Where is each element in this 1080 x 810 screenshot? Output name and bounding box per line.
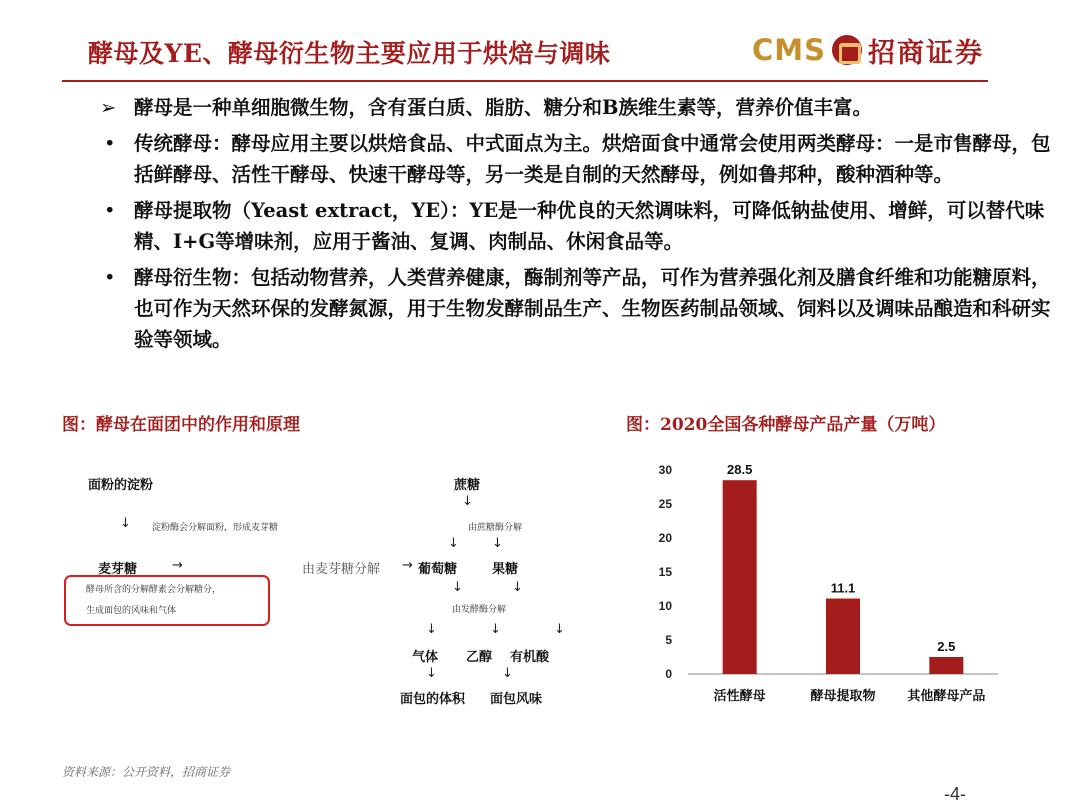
node-fructose: 果糖 bbox=[492, 562, 519, 577]
arrow-down-icon: ↓ bbox=[492, 536, 503, 551]
chart-title: 图：2020全国各种酵母产品产量（万吨） bbox=[626, 415, 946, 435]
bar-value-label: 28.5 bbox=[727, 462, 753, 478]
node-gas: 气体 bbox=[412, 650, 439, 665]
y-tick-label: 10 bbox=[658, 599, 672, 613]
dot-bullet-icon: • bbox=[104, 199, 116, 222]
arrow-down-icon: ↓ bbox=[452, 580, 463, 595]
company-logo bbox=[752, 30, 984, 70]
x-category-label: 其他酵母产品 bbox=[907, 689, 986, 704]
bullet-text: 酵母衍生物：包括动物营养，人类营养健康，酶制剂等产品，可作为营养强化剂及膳食纤维和功能糖原料，也可作为天然环保的发酵氮源，用于生物发酵制品生产、生物医药制品领域、饲料以及调味品酿造和科研实验等领域。 bbox=[134, 266, 1051, 351]
dot-bullet-icon: • bbox=[104, 266, 116, 289]
arrow-right-icon: → bbox=[402, 558, 413, 573]
bullet-item bbox=[100, 128, 1060, 190]
y-tick-label: 30 bbox=[658, 463, 672, 477]
note-sucrase: 由蔗糖酶分解 bbox=[468, 523, 523, 533]
bullet-text: 酵母是一种单细胞微生物，含有蛋白质、脂肪、糖分和B族维生素等，营养价值丰富。 bbox=[134, 96, 872, 119]
bullet-item bbox=[100, 92, 1060, 123]
logo-chinese-text: 招商证券 bbox=[868, 37, 985, 69]
yeast-dough-diagram bbox=[62, 460, 582, 720]
y-tick-label: 15 bbox=[658, 565, 672, 579]
node-maltose: 麦芽糖 bbox=[98, 562, 138, 577]
x-category-label: 活性酵母 bbox=[713, 689, 766, 704]
bullet-item bbox=[100, 195, 1060, 257]
node-glucose: 葡萄糖 bbox=[418, 562, 458, 577]
node-organic-acid: 有机酸 bbox=[510, 650, 550, 665]
logo-cms-text: CMS bbox=[752, 33, 827, 67]
arrow-down-icon: ↓ bbox=[512, 580, 523, 595]
page-title: 酵母及YE、酵母衍生物主要应用于烘焙与调味 bbox=[88, 39, 611, 68]
arrow-bullet-icon: ➢ bbox=[100, 96, 117, 119]
arrow-down-icon: ↓ bbox=[448, 536, 459, 551]
note-ferment: 由发酵酶分解 bbox=[452, 605, 507, 615]
bullet-text: 酵母提取物（Yeast extract，YE）：YE是一种优良的天然调味料，可降低钠盐使用、增鲜，可以替代味精、I+G等增味剂，应用于酱油、复调、肉制品、休闲食品等。 bbox=[134, 199, 1045, 253]
arrow-down-icon: ↓ bbox=[490, 622, 501, 637]
bar bbox=[826, 599, 860, 674]
bullet-list bbox=[100, 92, 1060, 360]
bar bbox=[723, 480, 757, 674]
logo-emblem-icon bbox=[832, 35, 862, 65]
title-divider bbox=[62, 80, 988, 82]
node-flour-starch: 面粉的淀粉 bbox=[88, 478, 154, 493]
note-yeast-enzyme-line2: 生成面包的风味和气体 bbox=[86, 606, 177, 616]
arrow-right-icon: → bbox=[172, 558, 183, 573]
node-bread-flavor: 面包风味 bbox=[490, 692, 543, 707]
y-tick-label: 0 bbox=[665, 667, 672, 681]
node-ethanol: 乙醇 bbox=[466, 650, 493, 665]
y-tick-label: 20 bbox=[658, 531, 672, 545]
source-note: 资料来源：公开资料，招商证券 bbox=[62, 765, 231, 779]
x-category-label: 酵母提取物 bbox=[810, 689, 876, 704]
bar-chart-svg bbox=[626, 450, 1026, 720]
arrow-down-icon: ↓ bbox=[426, 622, 437, 637]
yeast-production-chart bbox=[626, 450, 1026, 720]
y-tick-label: 25 bbox=[658, 497, 672, 511]
note-yeast-enzyme-line1: 酵母所含的分解酵素会分解糖分， bbox=[86, 585, 222, 595]
bar bbox=[929, 657, 963, 674]
arrow-down-icon: ↓ bbox=[426, 666, 437, 681]
note-amylase: 淀粉酶会分解面粉，形成麦芽糖 bbox=[152, 523, 279, 533]
arrow-down-icon: ↓ bbox=[554, 622, 565, 637]
bullet-text: 传统酵母：酵母应用主要以烘焙食品、中式面点为主。烘焙面食中通常会使用两类酵母：一是市售酵母，包括鲜酵母、活性干酵母、快速干酵母等，另一类是自制的天然酵母，例如鲁邦种，酸种酒种等。 bbox=[134, 132, 1051, 186]
bar-value-label: 11.1 bbox=[830, 580, 856, 596]
arrow-down-icon: ↓ bbox=[502, 666, 513, 681]
bar-value-label: 2.5 bbox=[937, 639, 956, 654]
dot-bullet-icon: • bbox=[104, 132, 116, 155]
arrow-down-icon: ↓ bbox=[120, 516, 131, 531]
page-number: -4- bbox=[944, 784, 966, 804]
node-sucrose: 蔗糖 bbox=[454, 478, 481, 493]
arrow-down-icon: ↓ bbox=[462, 494, 473, 509]
node-from-maltose: 由麦芽糖分解 bbox=[302, 562, 381, 577]
bullet-item bbox=[100, 262, 1060, 355]
diagram-title: 图：酵母在面团中的作用和原理 bbox=[62, 415, 300, 435]
y-tick-label: 5 bbox=[665, 633, 672, 647]
node-bread-volume: 面包的体积 bbox=[400, 692, 466, 707]
